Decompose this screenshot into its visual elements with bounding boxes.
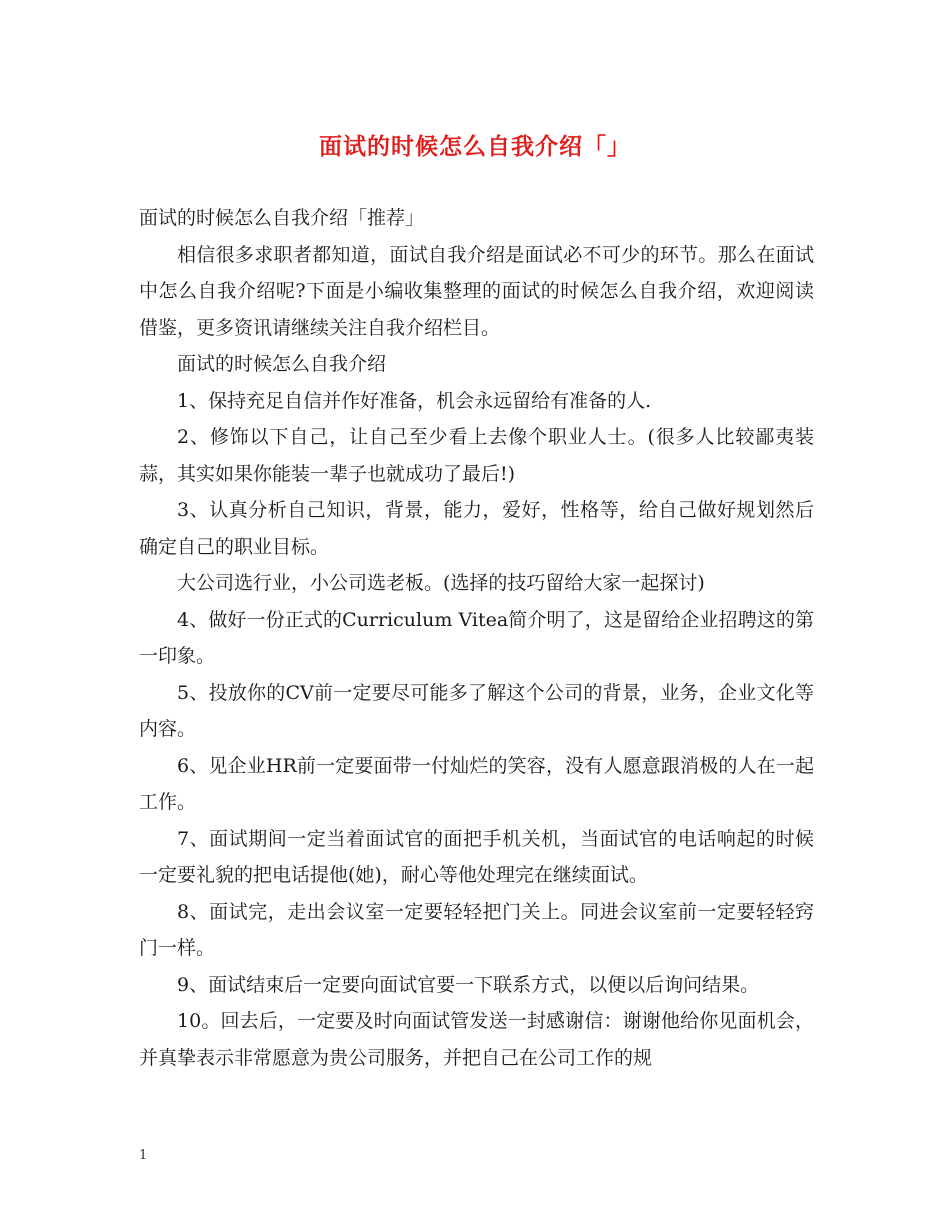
document-body	[139, 200, 814, 1076]
body-paragraph: 9、面试结束后一定要向面试官要一下联系方式，以便以后询问结果。	[177, 973, 760, 996]
body-paragraph: 面试的时候怎么自我介绍	[177, 353, 387, 375]
body-paragraph: 2、修饰以下自己，让自己至少看上去像个职业人士。(很多人比较鄙夷装蒜，其实如果你能装一辈子也就成功了最后!)	[139, 426, 814, 485]
body-paragraph: 3、认真分析自己知识，背景，能力，爱好，性格等，给自己做好规划然后确定自己的职业目标。	[139, 499, 814, 558]
body-paragraph: 10。回去后，一定要及时向面试管发送一封感谢信：谢谢他给你见面机会，并真挚表示非常愿意为贵公司服务，并把自己在公司工作的规	[139, 1010, 814, 1069]
body-paragraph: 6、见企业HR前一定要面带一付灿烂的笑容，没有人愿意跟消极的人在一起工作。	[139, 754, 814, 813]
body-paragraph: 面试的时候怎么自我介绍「推荐」	[139, 207, 425, 229]
body-paragraph: 1、保持充足自信并作好准备，机会永远留给有准备的人.	[177, 389, 652, 412]
body-paragraph: 相信很多求职者都知道，面试自我介绍是面试必不可少的环节。那么在面试中怎么自我介绍呢?下面是小编收集整理的面试的时候怎么自我介绍，欢迎阅读借鉴，更多资讯请继续关注自我介绍栏目。	[139, 243, 814, 339]
body-paragraph: 7、面试期间一定当着面试官的面把手机关机，当面试官的电话响起的时候一定要礼貌的把电话提他(她)，耐心等他处理完在继续面试。	[139, 827, 814, 886]
body-paragraph: 4、做好一份正式的Curriculum Vitea简介明了，这是留给企业招聘这的第一印象。	[139, 608, 814, 667]
body-paragraph: 大公司选行业，小公司选老板。(选择的技巧留给大家一起探讨)	[177, 572, 705, 594]
body-paragraph: 5、投放你的CV前一定要尽可能多了解这个公司的背景，业务，企业文化等内容。	[139, 681, 814, 740]
page-number: 1	[139, 1148, 148, 1163]
body-paragraph: 8、面试完，走出会议室一定要轻轻把门关上。同进会议室前一定要轻轻窍门一样。	[139, 900, 814, 959]
document-title: 面试的时候怎么自我介绍「」	[319, 133, 631, 160]
